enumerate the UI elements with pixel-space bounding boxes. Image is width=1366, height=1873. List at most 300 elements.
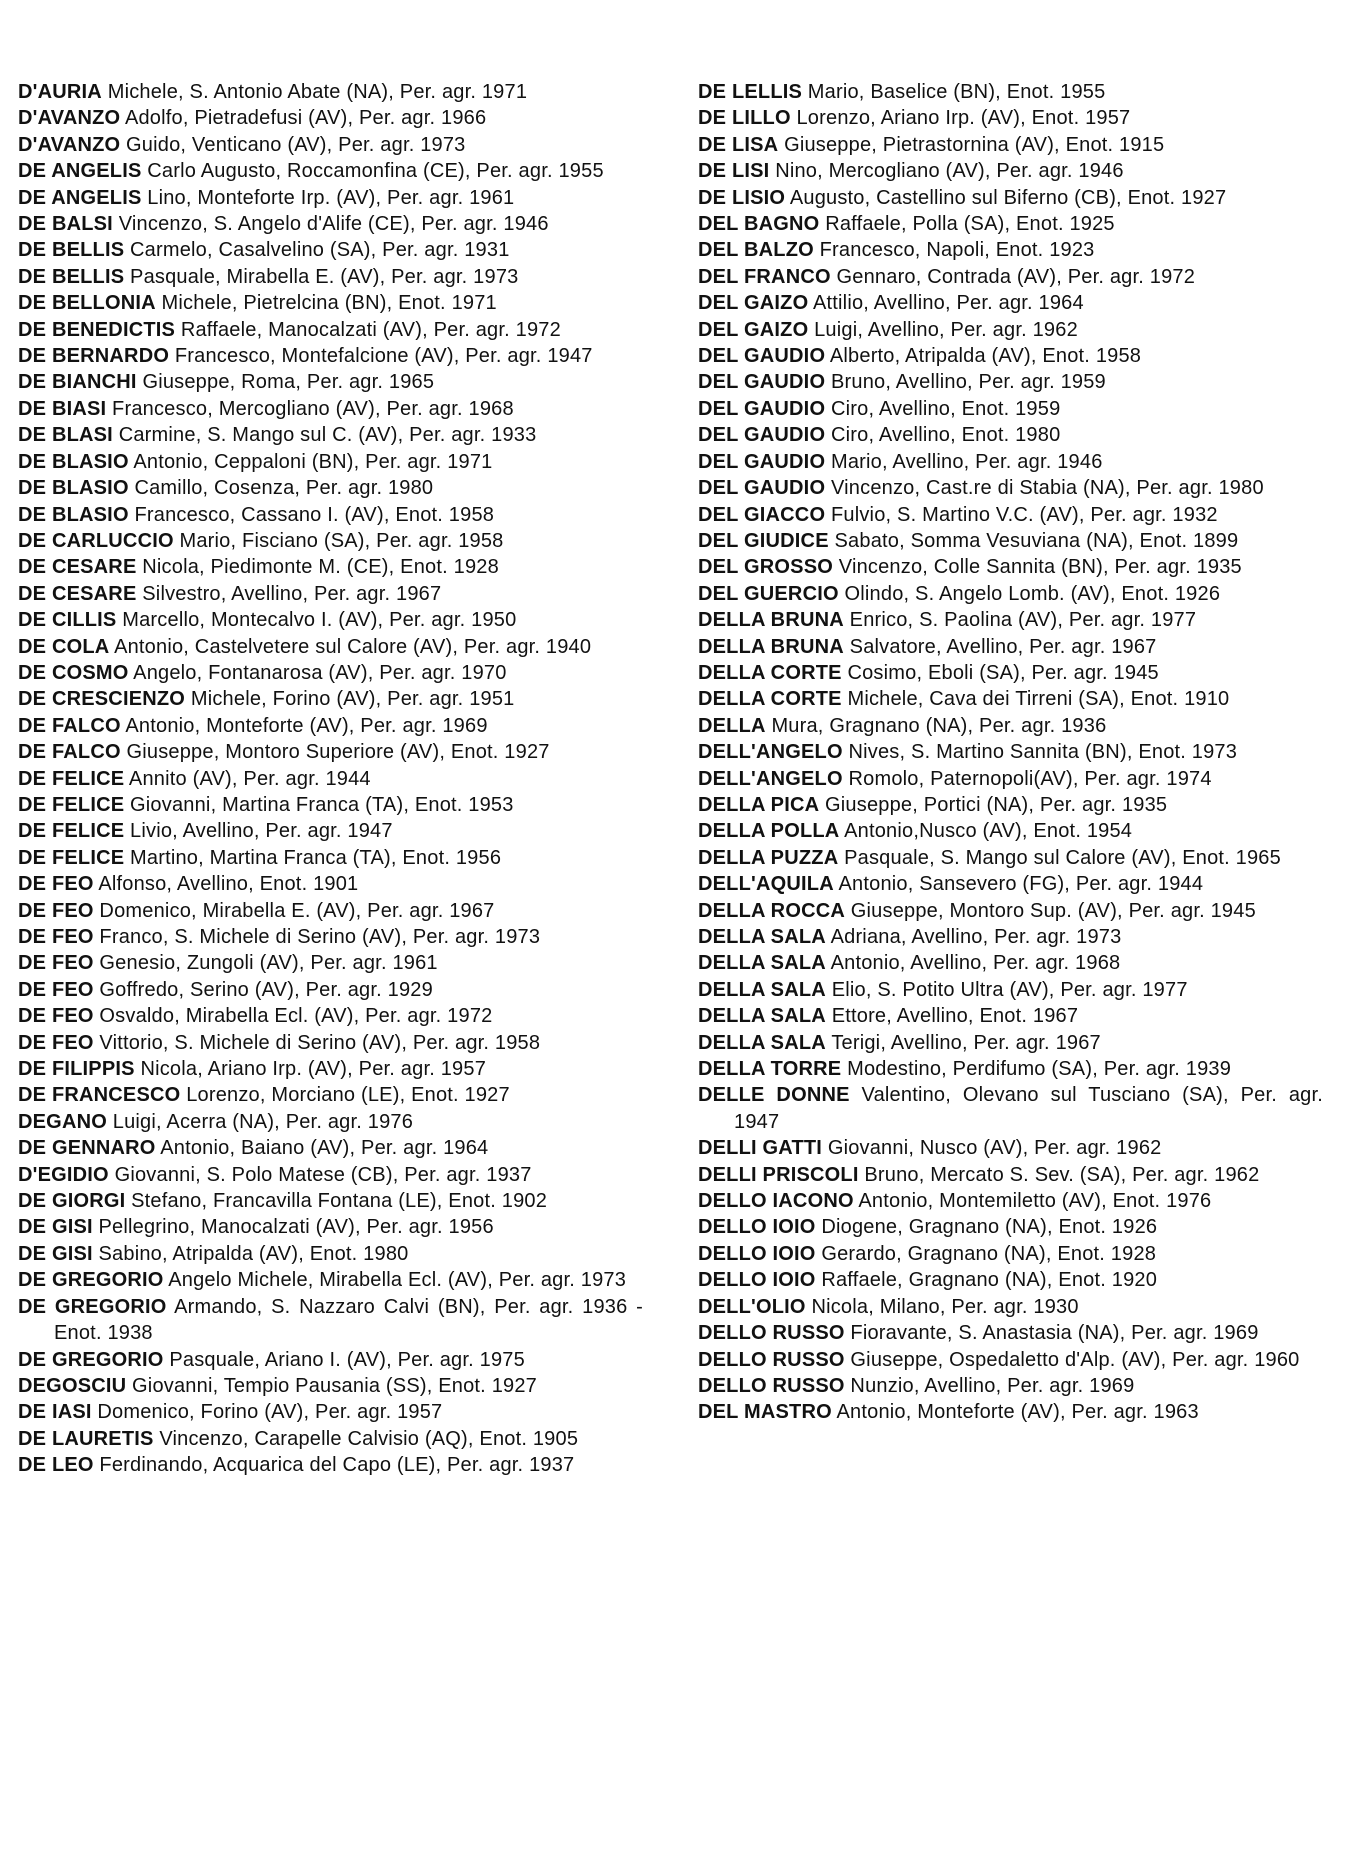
entry-details: Antonio, Castelvetere sul Calore (AV), Per. agr. 1940: [114, 635, 592, 658]
entry-surname: DELLA SALA: [698, 1031, 826, 1054]
entry-details: Giuseppe, Pietrastornina (AV), Enot. 1915: [784, 133, 1165, 156]
entry-details: Angelo Michele, Mirabella Ecl. (AV), Per. agr. 1973: [168, 1269, 627, 1292]
entry-surname: DELLA TORRE: [698, 1058, 842, 1081]
directory-entry: [698, 290, 1323, 316]
entry-details: Giovanni, Martina Franca (TA), Enot. 1953: [130, 793, 514, 816]
entry-details: Vittorio, S. Michele di Serino (AV), Per. agr. 1958: [99, 1031, 541, 1054]
entry-details: Michele, Cava dei Tirreni (SA), Enot. 1910: [847, 688, 1230, 711]
directory-entry: [698, 1347, 1323, 1373]
directory-entry: [698, 1030, 1323, 1056]
entry-details: Pellegrino, Manocalzati (AV), Per. agr. 1956: [98, 1216, 494, 1239]
entry-surname: DEL GAUDIO: [698, 397, 826, 420]
entry-surname: DE FELICE: [18, 793, 125, 816]
directory-entry: [698, 845, 1323, 871]
entry-details: Augusto, Castellino sul Biferno (CB), Enot. 1927: [789, 186, 1227, 209]
directory-entry: [18, 1373, 643, 1399]
entry-details: Ciro, Avellino, Enot. 1959: [830, 397, 1061, 420]
directory-entry: [698, 554, 1323, 580]
entry-details: Carmine, S. Mango sul C. (AV), Per. agr. 1933: [118, 424, 537, 447]
entry-details: Livio, Avellino, Per. agr. 1947: [130, 820, 393, 843]
entry-details: Giovanni, S. Polo Matese (CB), Per. agr. 1937: [114, 1163, 532, 1186]
entry-details: Modestino, Perdifumo (SA), Per. agr. 1939: [847, 1058, 1232, 1081]
entry-details: Lino, Monteforte Irp. (AV), Per. agr. 1961: [147, 186, 515, 209]
entry-surname: DE BALSI: [18, 213, 113, 236]
entry-surname: DE BLASIO: [18, 503, 129, 526]
entry-details: Diogene, Gragnano (NA), Enot. 1926: [821, 1216, 1158, 1239]
entry-surname: DE BERNARDO: [18, 345, 170, 368]
directory-entry: [698, 1241, 1323, 1267]
directory-entry: [18, 924, 643, 950]
entry-surname: DEL GAUDIO: [698, 424, 826, 447]
right-column: [698, 79, 1323, 1426]
entry-surname: DELL'ANGELO: [698, 741, 843, 764]
entry-details: Carmelo, Casalvelino (SA), Per. agr. 1931: [130, 239, 510, 262]
entry-details: Enrico, S. Paolina (AV), Per. agr. 1977: [849, 609, 1197, 632]
directory-entry: [698, 581, 1323, 607]
entry-details: Lorenzo, Morciano (LE), Enot. 1927: [186, 1084, 510, 1107]
directory-entry: [18, 607, 643, 633]
directory-entry: [18, 1162, 643, 1188]
entry-surname: DE FEO: [18, 1031, 94, 1054]
entry-details: Martino, Martina Franca (TA), Enot. 1956: [130, 846, 502, 869]
entry-surname: DELLA SALA: [698, 978, 826, 1001]
directory-entry: [698, 264, 1323, 290]
directory-entry: [698, 317, 1323, 343]
entry-details: Vincenzo, Carapelle Calvisio (AQ), Enot. 1905: [159, 1427, 579, 1450]
directory-entry: [18, 686, 643, 712]
directory-entry: [18, 1347, 643, 1373]
entry-details: Mura, Gragnano (NA), Per. agr. 1936: [771, 714, 1107, 737]
entry-surname: DELLO IOIO: [698, 1269, 816, 1292]
entry-surname: DE LILLO: [698, 107, 791, 130]
entry-surname: DELLA BRUNA: [698, 635, 844, 658]
directory-entry: [698, 1056, 1323, 1082]
entry-surname: DE CESARE: [18, 556, 137, 579]
directory-entry: [698, 871, 1323, 897]
directory-entry: [18, 449, 643, 475]
directory-entry: [698, 1399, 1323, 1425]
directory-entry: [698, 1267, 1323, 1293]
entry-details: Antonio, Monteforte (AV), Per. agr. 1963: [836, 1401, 1199, 1424]
entry-surname: DE GISI: [18, 1216, 93, 1239]
directory-entry: [18, 369, 643, 395]
directory-entry: [18, 211, 643, 237]
directory-entry: [18, 1214, 643, 1240]
entry-details: Lorenzo, Ariano Irp. (AV), Enot. 1957: [796, 107, 1131, 130]
entry-surname: DE FILIPPIS: [18, 1058, 135, 1081]
entry-details: Fulvio, S. Martino V.C. (AV), Per. agr. 1932: [830, 503, 1218, 526]
entry-surname: DELLA POLLA: [698, 820, 840, 843]
directory-entry: [18, 105, 643, 131]
entry-surname: DELLO IOIO: [698, 1216, 816, 1239]
entry-surname: DE GISI: [18, 1242, 93, 1265]
entry-details: Olindo, S. Angelo Lomb. (AV), Enot. 1926: [844, 582, 1221, 605]
directory-entry: [698, 660, 1323, 686]
directory-entry: [698, 211, 1323, 237]
entry-surname: DELL'OLIO: [698, 1295, 806, 1318]
entry-details: Domenico, Forino (AV), Per. agr. 1957: [97, 1401, 443, 1424]
entry-details: Giuseppe, Montoro Superiore (AV), Enot. 1927: [126, 741, 550, 764]
entry-surname: DE FELICE: [18, 767, 125, 790]
directory-entry: [698, 818, 1323, 844]
entry-surname: DELLO RUSSO: [698, 1348, 845, 1371]
entry-details: Alfonso, Avellino, Enot. 1901: [98, 873, 359, 896]
entry-details: Fioravante, S. Anastasia (NA), Per. agr. 1969: [850, 1322, 1259, 1345]
entry-details: Goffredo, Serino (AV), Per. agr. 1929: [99, 978, 433, 1001]
entry-surname: DELLO IACONO: [698, 1190, 854, 1213]
entry-surname: DEL FRANCO: [698, 265, 831, 288]
entry-details: Ciro, Avellino, Enot. 1980: [830, 424, 1061, 447]
directory-entry: [698, 237, 1323, 263]
entry-surname: D'AURIA: [18, 81, 102, 103]
directory-entry: [18, 766, 643, 792]
directory-entry: [18, 898, 643, 924]
entry-surname: DELLA PUZZA: [698, 846, 839, 869]
entry-details: Giovanni, Nusco (AV), Per. agr. 1962: [827, 1137, 1162, 1160]
entry-details: Genesio, Zungoli (AV), Per. agr. 1961: [99, 952, 438, 975]
entry-surname: DE CESARE: [18, 582, 137, 605]
directory-entry: [698, 1320, 1323, 1346]
directory-entry: [698, 1003, 1323, 1029]
entry-surname: DE CILLIS: [18, 609, 117, 632]
directory-entry: [698, 158, 1323, 184]
directory-entry: [18, 1452, 643, 1478]
directory-entry: [18, 1030, 643, 1056]
entry-surname: DE IASI: [18, 1401, 92, 1424]
entry-surname: DE FEO: [18, 926, 94, 948]
entry-surname: DE LISI: [698, 160, 770, 183]
entry-details: Pasquale, Mirabella E. (AV), Per. agr. 1973: [130, 265, 519, 288]
directory-entry: [698, 1082, 1323, 1135]
directory-entry: [18, 792, 643, 818]
directory-entry: [698, 686, 1323, 712]
entry-details: Gerardo, Gragnano (NA), Enot. 1928: [821, 1242, 1157, 1265]
entry-surname: DE ANGELIS: [18, 160, 142, 183]
entry-details: Silvestro, Avellino, Per. agr. 1967: [142, 582, 442, 605]
directory-entry: [18, 554, 643, 580]
entry-details: Romolo, Paternopoli(AV), Per. agr. 1974: [848, 767, 1212, 790]
entry-surname: DELLI GATTI: [698, 1137, 823, 1160]
entry-surname: DE BLASIO: [18, 477, 129, 500]
entry-details: Pasquale, Ariano I. (AV), Per. agr. 1975: [169, 1348, 525, 1371]
entry-details: Antonio, Sansevero (FG), Per. agr. 1944: [838, 873, 1204, 896]
entry-details: Giuseppe, Montoro Sup. (AV), Per. agr. 1945: [850, 899, 1256, 922]
directory-entry: [698, 369, 1323, 395]
directory-entry: [698, 1373, 1323, 1399]
entry-details: Nives, S. Martino Sannita (BN), Enot. 1973: [848, 741, 1238, 764]
directory-entry: [698, 792, 1323, 818]
directory-entry: [18, 1426, 643, 1452]
entry-surname: DE BLASI: [18, 424, 113, 447]
entry-surname: DEL GUERCIO: [698, 582, 839, 605]
entry-details: Cosimo, Eboli (SA), Per. agr. 1945: [847, 661, 1159, 684]
entry-details: Camillo, Cosenza, Per. agr. 1980: [134, 477, 434, 500]
entry-details: Sabato, Somma Vesuviana (NA), Enot. 1899: [834, 529, 1239, 552]
directory-entry: [698, 528, 1323, 554]
directory-entry: [18, 1109, 643, 1135]
directory-entry: [18, 185, 643, 211]
entry-surname: DE FEO: [18, 952, 94, 975]
entry-details: Sabino, Atripalda (AV), Enot. 1980: [98, 1242, 409, 1265]
entry-details: Valentino, Olevano sul Tusciano (SA), Per. agr. 1947: [734, 1084, 1323, 1133]
directory-entry: [18, 237, 643, 263]
entry-details: Armando, S. Nazzaro Calvi (BN), Per. agr. 1936 - Enot. 1938: [54, 1295, 643, 1345]
entry-surname: DEL BAGNO: [698, 213, 820, 236]
entry-details: Raffaele, Gragnano (NA), Enot. 1920: [821, 1269, 1158, 1292]
entry-surname: DEL GAUDIO: [698, 450, 826, 473]
directory-entry: [18, 950, 643, 976]
entry-surname: DE BELLIS: [18, 265, 125, 288]
directory-entry: [18, 264, 643, 290]
directory-entry: [18, 977, 643, 1003]
entry-details: Osvaldo, Mirabella Ecl. (AV), Per. agr. 1972: [99, 1005, 493, 1028]
entry-surname: DE CARLUCCIO: [18, 529, 174, 552]
entry-details: Francesco, Montefalcione (AV), Per. agr. 1947: [174, 345, 593, 368]
entry-details: Antonio, Avellino, Per. agr. 1968: [830, 952, 1121, 975]
entry-surname: DE FELICE: [18, 820, 125, 843]
directory-entry: [18, 502, 643, 528]
directory-entry: [18, 528, 643, 554]
directory-entry: [698, 766, 1323, 792]
entry-details: Adriana, Avellino, Per. agr. 1973: [830, 926, 1122, 948]
entry-surname: DELLA SALA: [698, 926, 826, 948]
directory-entry: [18, 1135, 643, 1161]
entry-surname: DELLO RUSSO: [698, 1322, 845, 1345]
entry-surname: DE COSMO: [18, 661, 129, 684]
entry-surname: DELLA: [698, 714, 766, 737]
directory-entry: [18, 1294, 643, 1347]
entry-details: Giuseppe, Ospedaletto d'Alp. (AV), Per. agr. 1960: [850, 1348, 1300, 1371]
entry-details: Michele, S. Antonio Abate (NA), Per. agr. 1971: [107, 81, 528, 103]
entry-details: Antonio, Baiano (AV), Per. agr. 1964: [160, 1137, 489, 1160]
directory-entry: [698, 1188, 1323, 1214]
entry-surname: DEL GIUDICE: [698, 529, 829, 552]
entry-surname: DE FEO: [18, 1005, 94, 1028]
entry-surname: DE LISIO: [698, 186, 786, 209]
entry-surname: DEGOSCIU: [18, 1374, 127, 1397]
entry-details: Ettore, Avellino, Enot. 1967: [831, 1005, 1079, 1028]
directory-entry: [18, 1267, 643, 1293]
entry-surname: DE FEO: [18, 899, 94, 922]
entry-details: Francesco, Mercogliano (AV), Per. agr. 1968: [112, 397, 514, 420]
entry-surname: DEL GAIZO: [698, 318, 809, 341]
entry-details: Salvatore, Avellino, Per. agr. 1967: [849, 635, 1157, 658]
directory-entry: [18, 317, 643, 343]
entry-surname: D'AVANZO: [18, 133, 121, 156]
entry-details: Antonio, Ceppaloni (BN), Per. agr. 1971: [133, 450, 493, 473]
entry-details: Stefano, Francavilla Fontana (LE), Enot. 1902: [131, 1190, 548, 1213]
entry-surname: DE GENNARO: [18, 1137, 156, 1160]
entry-surname: DE BLASIO: [18, 450, 129, 473]
directory-entry: [698, 105, 1323, 131]
entry-details: Domenico, Mirabella E. (AV), Per. agr. 1967: [99, 899, 495, 922]
entry-details: Marcello, Montecalvo I. (AV), Per. agr. 1950: [122, 609, 517, 632]
entry-surname: DE LELLIS: [698, 81, 803, 103]
entry-surname: DE FRANCESCO: [18, 1084, 181, 1107]
entry-surname: DELLI PRISCOLI: [698, 1163, 859, 1186]
directory-entry: [698, 79, 1323, 105]
entry-surname: DELLA CORTE: [698, 688, 842, 711]
entry-details: Raffaele, Manocalzati (AV), Per. agr. 1972: [180, 318, 561, 341]
directory-entry: [698, 1135, 1323, 1161]
entry-surname: DEL MASTRO: [698, 1401, 832, 1424]
entry-details: Vincenzo, Colle Sannita (BN), Per. agr. 1935: [838, 556, 1242, 579]
directory-entry: [18, 713, 643, 739]
entry-surname: DELLO RUSSO: [698, 1374, 845, 1397]
directory-entry: [18, 79, 643, 105]
directory-entry: [698, 634, 1323, 660]
entry-surname: DE FEO: [18, 873, 94, 896]
entry-details: Alberto, Atripalda (AV), Enot. 1958: [829, 345, 1142, 368]
entry-surname: DE BIANCHI: [18, 371, 137, 394]
entry-details: Vincenzo, S. Angelo d'Alife (CE), Per. agr. 1946: [118, 213, 549, 236]
directory-entry: [18, 343, 643, 369]
entry-surname: DE GREGORIO: [18, 1348, 164, 1371]
entry-details: Giuseppe, Roma, Per. agr. 1965: [142, 371, 435, 394]
entry-surname: DE BELLONIA: [18, 292, 156, 315]
entry-surname: DELLO IOIO: [698, 1242, 816, 1265]
entry-details: Pasquale, S. Mango sul Calore (AV), Enot. 1965: [844, 846, 1281, 869]
directory-entry: [18, 158, 643, 184]
directory-entry: [18, 739, 643, 765]
entry-surname: DE LAURETIS: [18, 1427, 154, 1450]
entry-surname: DELLA SALA: [698, 1005, 826, 1028]
entry-surname: DE GREGORIO: [18, 1269, 164, 1292]
directory-entry: [18, 845, 643, 871]
entry-surname: DE GIORGI: [18, 1190, 126, 1213]
entry-details: Nicola, Milano, Per. agr. 1930: [811, 1295, 1079, 1318]
directory-entry: [698, 924, 1323, 950]
directory-entry: [18, 1399, 643, 1425]
directory-entry: [18, 422, 643, 448]
directory-entry: [698, 1214, 1323, 1240]
entry-details: Antonio, Montemiletto (AV), Enot. 1976: [858, 1190, 1212, 1213]
entry-surname: DELLA PICA: [698, 793, 820, 816]
entry-details: Mario, Baselice (BN), Enot. 1955: [807, 81, 1106, 103]
entry-details: Bruno, Avellino, Per. agr. 1959: [830, 371, 1106, 394]
directory-entry: [18, 396, 643, 422]
entry-surname: DE FELICE: [18, 846, 125, 869]
entry-surname: DE FEO: [18, 978, 94, 1001]
entry-details: Angelo, Fontanarosa (AV), Per. agr. 1970: [133, 661, 507, 684]
directory-entry: [18, 1082, 643, 1108]
entry-details: Antonio, Monteforte (AV), Per. agr. 1969: [125, 714, 488, 737]
entry-details: Ferdinando, Acquarica del Capo (LE), Per. agr. 1937: [99, 1454, 575, 1477]
directory-entry: [18, 1056, 643, 1082]
entry-details: Elio, S. Potito Ultra (AV), Per. agr. 1977: [831, 978, 1188, 1001]
entry-surname: DEL GROSSO: [698, 556, 833, 579]
directory-entry: [18, 475, 643, 501]
directory-entry: [698, 977, 1323, 1003]
entry-details: Giovanni, Tempio Pausania (SS), Enot. 1927: [132, 1374, 537, 1397]
directory-entry: [18, 1003, 643, 1029]
entry-surname: DELLA ROCCA: [698, 899, 846, 922]
directory-entry: [698, 1294, 1323, 1320]
entry-details: Annito (AV), Per. agr. 1944: [128, 767, 371, 790]
directory-entry: [698, 343, 1323, 369]
entry-details: Mario, Fisciano (SA), Per. agr. 1958: [179, 529, 504, 552]
entry-details: Carlo Augusto, Roccamonfina (CE), Per. agr. 1955: [147, 160, 604, 183]
entry-details: Nino, Mercogliano (AV), Per. agr. 1946: [775, 160, 1124, 183]
entry-details: Attilio, Avellino, Per. agr. 1964: [812, 292, 1084, 315]
directory-entry: [18, 660, 643, 686]
directory-entry: [698, 898, 1323, 924]
entry-surname: DE CRESCIENZO: [18, 688, 186, 711]
entry-surname: DELL'AQUILA: [698, 873, 834, 896]
entry-surname: DEGANO: [18, 1110, 107, 1133]
entry-surname: DELL'ANGELO: [698, 767, 843, 790]
entry-details: Francesco, Napoli, Enot. 1923: [819, 239, 1095, 262]
entry-details: Gennaro, Contrada (AV), Per. agr. 1972: [836, 265, 1196, 288]
directory-entry: [18, 581, 643, 607]
entry-surname: DELLE DONNE: [698, 1084, 850, 1107]
entry-surname: DE LISA: [698, 133, 779, 156]
entry-details: Antonio,Nusco (AV), Enot. 1954: [844, 820, 1133, 843]
directory-entry: [698, 132, 1323, 158]
directory-entry: [698, 739, 1323, 765]
entry-surname: DE FALCO: [18, 714, 121, 737]
directory-entry: [698, 713, 1323, 739]
entry-surname: D'EGIDIO: [18, 1163, 109, 1186]
entry-surname: DE GREGORIO: [18, 1295, 167, 1318]
left-column: [18, 79, 643, 1479]
entry-surname: DE LEO: [18, 1454, 94, 1477]
entry-surname: DEL GAIZO: [698, 292, 809, 315]
entry-details: Michele, Pietrelcina (BN), Enot. 1971: [161, 292, 497, 315]
entry-details: Luigi, Acerra (NA), Per. agr. 1976: [112, 1110, 414, 1133]
entry-details: Luigi, Avellino, Per. agr. 1962: [814, 318, 1078, 341]
entry-details: Guido, Venticano (AV), Per. agr. 1973: [126, 133, 466, 156]
entry-surname: DEL GAUDIO: [698, 345, 826, 368]
entry-details: Giuseppe, Portici (NA), Per. agr. 1935: [825, 793, 1168, 816]
directory-entry: [698, 185, 1323, 211]
directory-entry: [698, 950, 1323, 976]
directory-entry: [698, 396, 1323, 422]
directory-entry: [18, 290, 643, 316]
entry-surname: DEL GIACCO: [698, 503, 826, 526]
entry-details: Nunzio, Avellino, Per. agr. 1969: [850, 1374, 1135, 1397]
directory-entry: [698, 422, 1323, 448]
entry-surname: DEL GAUDIO: [698, 371, 826, 394]
entry-surname: D'AVANZO: [18, 107, 121, 130]
entry-surname: DE BIASI: [18, 397, 107, 420]
entry-surname: DE FALCO: [18, 741, 121, 764]
entry-details: Francesco, Cassano I. (AV), Enot. 1958: [134, 503, 495, 526]
entry-details: Michele, Forino (AV), Per. agr. 1951: [190, 688, 515, 711]
directory-entry: [698, 502, 1323, 528]
directory-entry: [698, 607, 1323, 633]
directory-entry: [18, 1241, 643, 1267]
entry-details: Franco, S. Michele di Serino (AV), Per. agr. 1973: [99, 926, 541, 948]
entry-surname: DE BENEDICTIS: [18, 318, 176, 341]
directory-entry: [18, 132, 643, 158]
entry-details: Raffaele, Polla (SA), Enot. 1925: [825, 213, 1115, 236]
entry-surname: DELLA BRUNA: [698, 609, 844, 632]
entry-details: Nicola, Ariano Irp. (AV), Per. agr. 1957: [140, 1058, 487, 1081]
entry-details: Vincenzo, Cast.re di Stabia (NA), Per. agr. 1980: [830, 477, 1264, 500]
entry-surname: DELLA CORTE: [698, 661, 842, 684]
entry-details: Bruno, Mercato S. Sev. (SA), Per. agr. 1962: [864, 1163, 1260, 1186]
entry-surname: DEL GAUDIO: [698, 477, 826, 500]
entry-surname: DE BELLIS: [18, 239, 125, 262]
directory-entry: [698, 475, 1323, 501]
directory-entry: [698, 449, 1323, 475]
directory-entry: [18, 1188, 643, 1214]
directory-entry: [18, 634, 643, 660]
entry-details: Mario, Avellino, Per. agr. 1946: [830, 450, 1103, 473]
directory-entry: [698, 1162, 1323, 1188]
directory-entry: [18, 818, 643, 844]
